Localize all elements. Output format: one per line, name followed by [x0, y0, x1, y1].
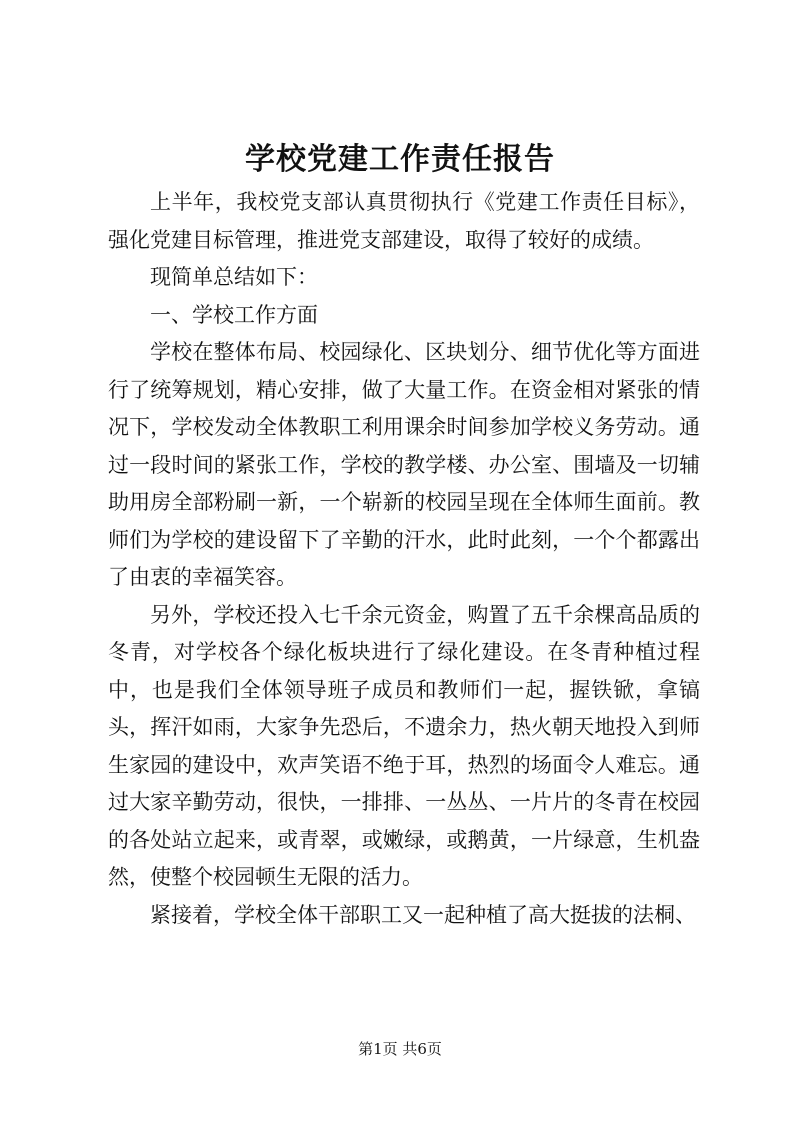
paragraph-planting-trees: 紧接着，学校全体干部职工又一起种植了高大挺拔的法桐、	[150, 902, 696, 927]
paragraph-campus-renovation: 学校在整体布局、校园绿化、区块划分、细节优化等方面进行了统筹规划，精心安排，做了大量工作。在资金相对紧张的情况下，学校发动全体教职工利用课余时间参加学校义务劳动。通过一段时间的紧张工作，学校的教学楼、办公室、围墙及一切辅助用房全部粉刷一新，一个崭新的校园呈现在全体师生面前。教师们为学校的建设留下了辛勤的汗水，此时此刻，一个个都露出了由衷的幸福笑容。	[108, 340, 700, 589]
section-heading-school-work: 一、学校工作方面	[150, 302, 318, 327]
page-footer: 第1页 共6页	[358, 1040, 442, 1058]
paragraph-greening: 另外，学校还投入七千余元资金，购置了五千余棵高品质的冬青，对学校各个绿化板块进行了绿化建设。在冬青种植过程中，也是我们全体领导班子成员和教师们一起，握铁锨，拿镐头，挥汗如雨，大家争先恐后，不遗余力，热火朝天地投入到师生家园的建设中，欢声笑语不绝于耳，热烈的场面令人难忘。通过大家辛勤劳动，很快，一排排、一丛丛、一片片的冬青在校园的各处站立起来，或青翠，或嫩绿，或鹅黄，一片绿意，生机盎然，使整个校园顿生无限的活力。	[108, 602, 700, 889]
document-body	[108, 184, 700, 934]
paragraph-intro: 上半年，我校党支部认真贯彻执行《党建工作责任目标》，强化党建目标管理，推进党支部建设，取得了较好的成绩。	[108, 190, 700, 252]
document-title: 学校党建工作责任报告	[245, 142, 555, 177]
paragraph-summary-lead: 现简单总结如下：	[150, 265, 318, 289]
